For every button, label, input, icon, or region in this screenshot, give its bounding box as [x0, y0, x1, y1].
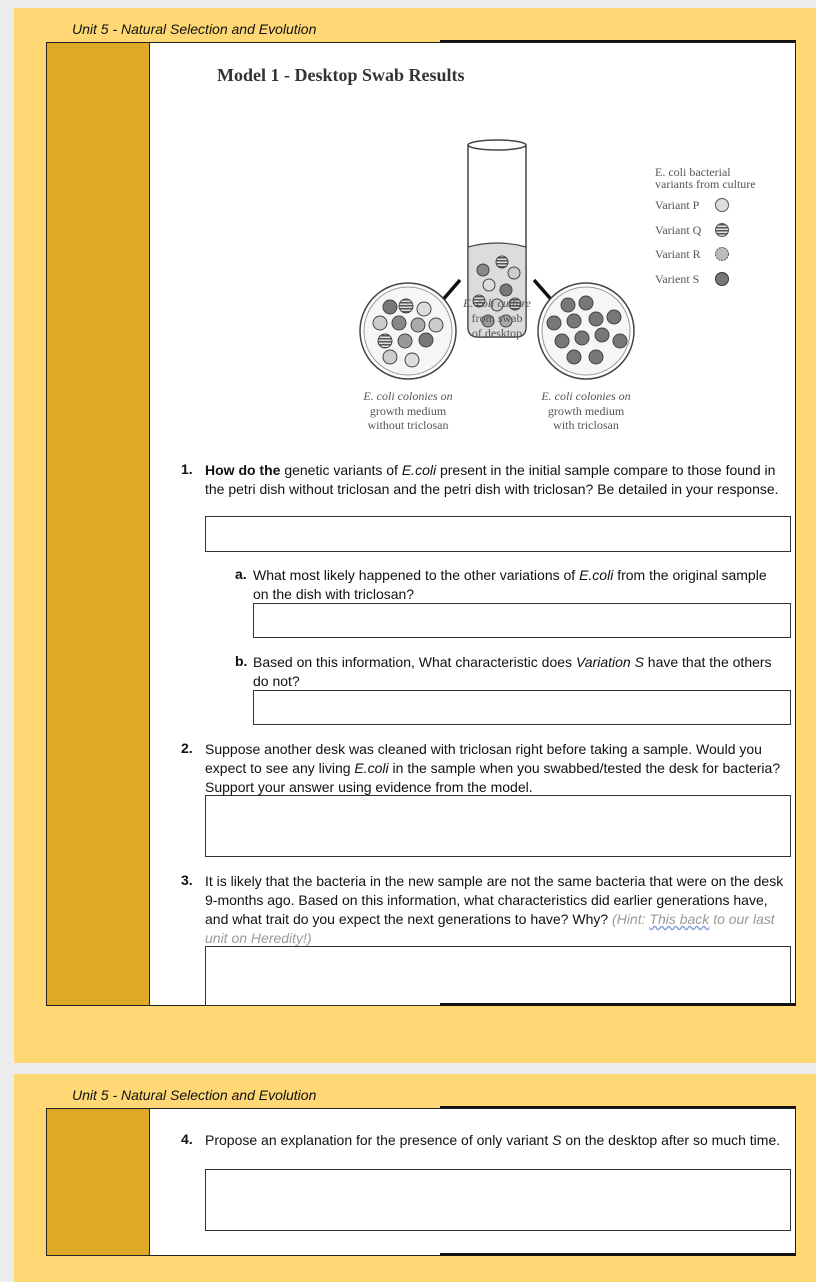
worksheet-table-page-2 [46, 1108, 796, 1256]
legend-title-2: variants from culture [655, 177, 756, 191]
legend-variant-p: Variant P [655, 198, 700, 212]
model-title: Model 1 - Desktop Swab Results [217, 65, 465, 85]
q1a-text: What most likely happened to the other variations of E.coli from the original sample on the dish with triclosan? [253, 567, 767, 602]
page-1 [14, 8, 816, 1063]
q1-text: How do the genetic variants of E.coli present in the initial sample compare to those found in the petri dish without triclosan and the petri dish with triclosan? Be detailed in your response. [205, 462, 779, 497]
footer-rule-page-2 [440, 1253, 796, 1256]
variant-p-swatch [716, 199, 729, 212]
legend-variant-q: Variant Q [655, 223, 702, 237]
q1a-answer-box[interactable] [253, 603, 791, 638]
dish-right-label-3: with triclosan [553, 418, 619, 432]
q1-number: 1. [181, 461, 193, 477]
legend-variant-s: Varient S [655, 272, 700, 286]
q2-text: Suppose another desk was cleaned with triclosan right before taking a sample. Would you expect to see any living E.coli in the sample when you swabbed/tested the desk for bacteria? Support your answer using evidence from the model. [205, 741, 781, 795]
dish-left-label-1: E. coli colonies on [363, 389, 453, 403]
side-color-column-page-2 [47, 1109, 150, 1255]
q1-answer-box[interactable] [205, 516, 791, 552]
footer-rule [440, 1003, 796, 1006]
culture-label-3: of desktop [471, 326, 523, 340]
legend-variant-r: Variant R [655, 247, 701, 261]
q3-number: 3. [181, 872, 193, 888]
dish-left-label-2: growth medium [369, 404, 447, 418]
dish-right-label-1: E. coli colonies on [541, 389, 631, 403]
unit-title: Unit 5 - Natural Selection and Evolution [72, 21, 317, 37]
worksheet-table [46, 42, 796, 1006]
q4-text: Propose an explanation for the presence of only variant S on the desktop after so much time. [205, 1132, 781, 1148]
variant-r-swatch [716, 248, 729, 261]
petri-dish-left [360, 283, 456, 379]
dish-left-label-3: without triclosan [367, 418, 449, 432]
variant-q-swatch [716, 224, 729, 237]
q4-number: 4. [181, 1131, 193, 1147]
culture-label-2: from swab [471, 311, 523, 325]
side-color-column [47, 43, 150, 1005]
petri-dish-right [538, 283, 634, 379]
q4-answer-box[interactable] [205, 1169, 791, 1231]
desktop-swab-diagram [302, 95, 792, 435]
q1b-text: Based on this information, What characteristic does Variation S have that the others do not? [253, 654, 772, 689]
q3-text: It is likely that the bacteria in the new sample are not the same bacteria that were on the desk 9-months ago. Based on this information, what characteristics did earlier generations have, and what trait do you expect the next generations to have? Why? (Hint: This back to our last unit on Heredity!) [205, 873, 784, 946]
dish-right-label-2: growth medium [547, 404, 625, 418]
page-2 [14, 1074, 816, 1282]
q2-number: 2. [181, 740, 193, 756]
q1b-number: b. [235, 653, 248, 669]
legend-title-1: E. coli bacterial [655, 165, 731, 179]
q2-answer-box[interactable] [205, 795, 791, 857]
q3-answer-box[interactable] [205, 946, 791, 1006]
variant-s-swatch [716, 273, 729, 286]
culture-label-1: E. coli culture [463, 296, 531, 310]
q1b-answer-box[interactable] [253, 690, 791, 725]
unit-title-page-2: Unit 5 - Natural Selection and Evolution [72, 1087, 317, 1103]
q1a-number: a. [235, 566, 247, 582]
